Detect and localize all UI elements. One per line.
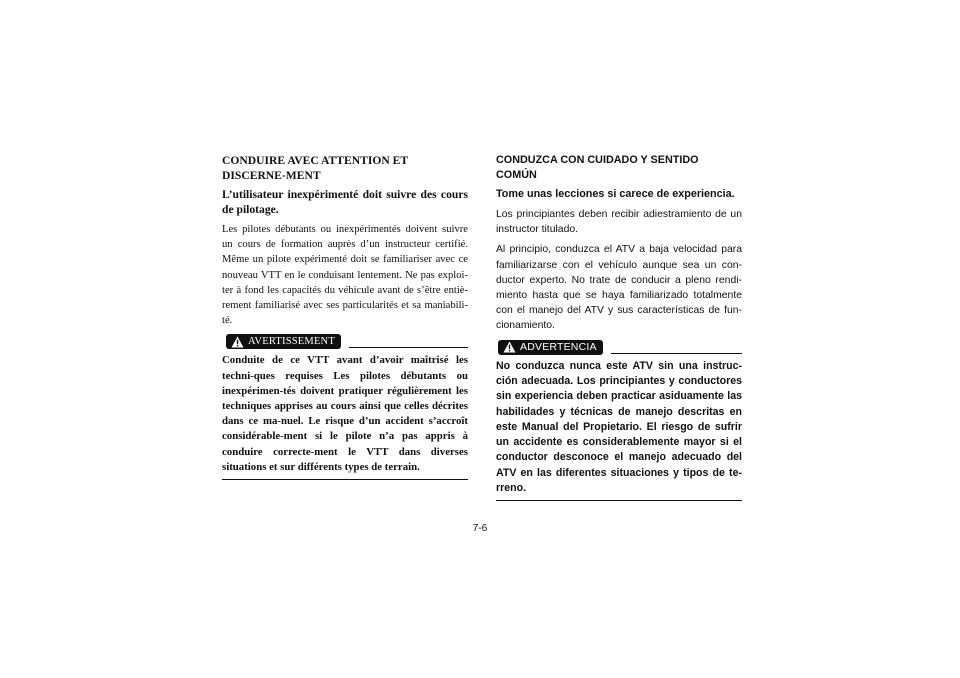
warning-rule [611,353,742,354]
warning-header [222,334,468,349]
body-paragraph: Al principio, conduzca el ATV a baja velocidad para familiarizarse con el vehículo aunque sea un con-ductor experto. No trate de conducir a pleno rendi-miento hasta que se haya familiarizado totalmente con el manejo del ATV y sus características de fun-cionamiento. [496,244,742,332]
spanish-column [496,153,742,501]
warning-end-rule [222,479,468,480]
warning-rule [349,347,468,348]
warning-label: ADVERTENCIA [520,341,597,354]
warning-end-rule [496,500,742,501]
section-heading: CONDUZCA CON CUIDADO Y SENTIDO COMÚN [496,154,699,181]
warning-text: Conduite de ce VTT avant d’avoir maîtrisé les techni-ques requises Les pilotes débutants ou inexpérimen-tés doivent pratiquer régulièrement les techniques apprises au cours ainsi que celles décrites dans ce ma-nuel. Le risque d’un accident s’accroît considérable-ment si le pilote n’a pas appris à conduire correcte-ment le VTT dans diverses situations et sur différents types de terrain. [222,354,468,473]
section-heading: CONDUIRE AVEC ATTENTION ET DISCERNE-MENT [222,154,408,182]
page-number: 7-6 [472,523,488,534]
warning-triangle-icon [503,341,516,353]
body-paragraph: Les pilotes débutants ou inexpérimentés doivent suivre un cours de formation auprès d’un instructeur certifié. Même un pilote expérimenté doit se familiariser avec ce nouveau VTT en le conduisant lentement. Ne pas exploi-ter à fond les capacités du véhicule avant de s’être entiè-rement familiarisé avec ses particularités et sa maniabili-té. [222,224,468,327]
body-paragraph: Los principiantes deben recibir adiestramiento de un instructor titulado. [496,209,742,236]
section-subheading: L’utilisateur inexpérimenté doit suivre des cours de pilotage. [222,188,468,216]
warning-header [496,340,742,355]
warning-text: No conduzca nunca este ATV sin una instruc-ción adecuada. Los principiantes y conductores sin experiencia deben practicar asiduamente las habilidades y técnicas de manejo descritas en este Manual del Propietario. El riesgo de sufrir un accidente es considerablemente mayor si el conductor desconoce el manejo adecuado del ATV en las diferentes situaciones y tipos de te-rreno. [496,359,742,494]
french-column [222,153,468,480]
warning-badge [498,340,603,355]
warning-triangle-icon [231,336,244,348]
section-subheading: Tome unas lecciones si carece de experiencia. [496,188,735,200]
warning-label: AVERTISSEMENT [248,336,335,348]
warning-badge [226,334,341,349]
